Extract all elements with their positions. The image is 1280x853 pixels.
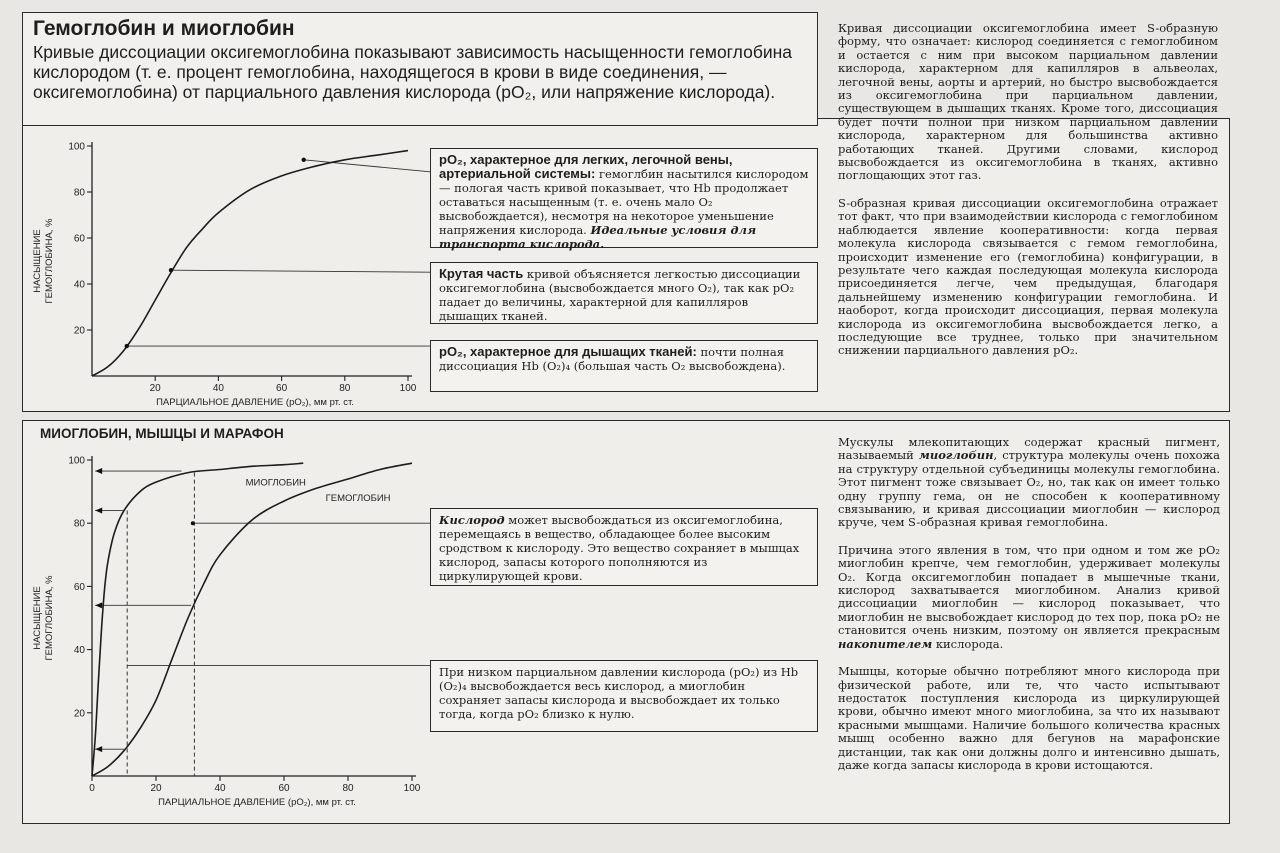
x-tick-label: 20 xyxy=(149,383,161,394)
callout-low-pressure xyxy=(430,660,818,732)
y-axis-label: НАСЫЩЕНИЕ xyxy=(32,586,43,650)
series-line xyxy=(92,151,408,376)
guide-line xyxy=(171,270,430,272)
x-tick-label: 80 xyxy=(342,783,354,794)
y-axis-label: ГЕМОГЛОБИНА, % xyxy=(44,575,55,661)
data-point xyxy=(169,268,173,272)
title-box xyxy=(22,12,818,126)
term-myoglobin: миоглобин xyxy=(918,448,994,463)
data-point xyxy=(302,158,306,162)
x-tick-label: 60 xyxy=(278,783,290,794)
callout-steep-body: кривой объясняется легкостью диссоциации оксигемоглобина (высвобождается много O₂), так как pO₂ падает до величины, характерной для капилляров дышащих тканей. xyxy=(439,267,801,323)
y-tick-label: 60 xyxy=(73,581,85,593)
x-tick-label: 80 xyxy=(339,383,351,394)
callout-tissues xyxy=(430,340,818,392)
callout-lungs-body: гемоглбин насытился кислородом — пологая часть кривой показывает, что Hb продолжает оставаться насыщенным (т. е. очень мало O₂ высвобождается), несмотря на некоторое уменьшение напряжения кислорода. xyxy=(439,167,809,237)
x-tick-label: 40 xyxy=(212,383,224,394)
data-point xyxy=(125,344,129,348)
oxyhemoglobin-chart xyxy=(22,126,432,410)
y-tick-label: 80 xyxy=(73,187,85,199)
y-tick-label: 60 xyxy=(73,233,85,245)
x-tick-label: 0 xyxy=(89,783,95,794)
y-tick-label: 20 xyxy=(73,325,85,337)
series-line xyxy=(92,463,412,776)
callout-steep-heading: Крутая часть xyxy=(439,266,524,281)
data-point xyxy=(191,521,195,525)
side-text-top xyxy=(838,22,1218,372)
series-line xyxy=(92,463,303,776)
side-paragraph: Кривая диссоциации оксигемоглобина имеет S-образную форму, что означает: кислород соединяется с гемоглобином и остается с ним при высоком парциальном давлении кислорода, характерном для капилляров в альвеолах, легочной вены, аорты и артерий, но быстро высвобождается из оксигемоглобина при парциальном давлении, существующем в дышащих тканях. Кроме того, диссоциация будет почти полной при низком парциальном давлении кислорода, характерном для большинства активно работающих тканей. Другими словами, кислород высвобождается из оксигемоглобина в тканях, активно поглощающих этот газ. xyxy=(838,21,1218,183)
x-tick-label: 100 xyxy=(403,783,421,794)
x-tick-label: 20 xyxy=(150,783,162,794)
x-tick-label: 40 xyxy=(214,783,226,794)
side-paragraph: Мышцы, которые обычно потребляют много кислорода при физической работе, или те, что часто испытывают недостаток поступления кислорода из циркулирующей крови, обычно имеют много миоглобина, за что их называют красными мышцами. Наличие большого количества красных мышц особенно важно для бегунов на марафонские дистанции, так как они должны долго и интенсивно дышать, даже когда запасы кислорода в крови истощаются. xyxy=(838,664,1220,772)
arrowhead xyxy=(95,602,102,608)
callout-lungs-tail: Идеальные условия для транспорта кислорода. xyxy=(439,223,757,251)
callout-steep-part xyxy=(430,262,818,324)
x-tick-label: 60 xyxy=(276,383,288,394)
page-title: Гемоглобин и миоглобин xyxy=(33,17,295,40)
y-axis-label: НАСЫЩЕНИЕ xyxy=(32,229,43,293)
callout-low-pressure-body: При низком парциальном давлении кислорода (pO₂) из Hb (O₂)₄ высвобождается весь кислород, а миоглобин сохраняет запасы кислорода и высвобождает их только тогда, когда pO₂ близко к нулю. xyxy=(439,665,799,721)
section-title: МИОГЛОБИН, МЫШЦЫ И МАРАФОН xyxy=(40,426,284,441)
callout-oxygen-transfer xyxy=(430,508,818,586)
callout-oxygen-body: может высвобождаться из оксигемоглобина, перемещаясь в вещество, обладающее более высоким сродством к кислороду. Это вещество сохраняет в мышцах кислород, запасы которого пополняются из циркулирующей крови. xyxy=(439,513,800,583)
callout-tissues-body: почти полная диссоциация Hb (O₂)₄ (большая часть O₂ высвобождена). xyxy=(439,345,786,373)
intro-text: Кривые диссоциации оксигемоглобина показывают зависимость насыщенности гемоглобина кислородом (т. е. процент гемоглобина, находящегося в крови в виде соединения, — оксигемоглобина) от парциального давления кислорода (pO₂, или напряжение кислорода). xyxy=(33,42,793,102)
callout-tissues-heading: pO₂, характерное для дышащих тканей: xyxy=(439,344,697,359)
arrowhead xyxy=(95,746,102,752)
side-paragraph: S-образная кривая диссоциации оксигемоглобина отражает тот факт, что при взаимодействии кислорода с гемоглобином наблюдается явление кооперативности: когда первая молекула кислорода связывается с гемом гемоглобина, происходит изменение его (гемоглобина) конфигурации, в результате чего каждая последующая молекула кислорода присоединяется легче, чем предыдущая, благодаря дальнейшему изменению конфигурации гемоглобина. И наоборот, когда происходит диссоциация, первая молекула кислорода из оксигемоглобина высвобождается легко, а последующие все труднее, только при значительном снижении парциального давления pO₂. xyxy=(838,195,1218,358)
series-label-hemoglobin: ГЕМОГЛОБИН xyxy=(325,493,391,505)
arrowhead xyxy=(95,508,102,514)
y-axis-label: ГЕМОГЛОБИНА, % xyxy=(44,218,55,304)
callout-lungs-heading: pO₂, характерное для легких, легочной вены, артериальной системы: xyxy=(439,152,733,181)
x-axis-label: ПАРЦИАЛЬНОЕ ДАВЛЕНИЕ (pO₂), мм рт. ст. xyxy=(158,797,356,808)
series-label-myoglobin: МИОГЛОБИН xyxy=(245,477,306,489)
guide-line xyxy=(304,160,430,172)
y-tick-label: 100 xyxy=(68,141,85,153)
callout-oxygen-heading: Кислород xyxy=(439,513,505,527)
myoglobin-chart xyxy=(22,446,432,820)
y-tick-label: 100 xyxy=(68,455,85,467)
x-tick-label: 100 xyxy=(399,383,417,394)
y-tick-label: 80 xyxy=(73,518,85,530)
y-tick-label: 20 xyxy=(73,708,85,720)
side-paragraph: Причина этого явления в том, что при одном и том же pO₂ миоглобин крепче, чем гемоглобин, удерживает молекулы O₂. Когда оксигемоглобин попадает в мышечные ткани, кислород захватывается миоглобином. Анализ кривой диссоциации миоглобин — кислород показывает, что миоглобин не высвобождает кислород до тех пор, пока pO₂ не становится очень низким, поэтому он является прекрасным накопителем кислорода. xyxy=(838,542,1220,651)
y-tick-label: 40 xyxy=(73,645,85,657)
callout-lungs xyxy=(430,148,818,251)
arrowhead xyxy=(95,468,102,474)
side-text-bottom xyxy=(838,436,1220,786)
y-tick-label: 40 xyxy=(73,279,85,291)
term-storage: накопителем xyxy=(838,636,933,651)
x-axis-label: ПАРЦИАЛЬНОЕ ДАВЛЕНИЕ (pO₂), мм рт. ст. xyxy=(156,397,354,408)
side-paragraph: Мускулы млекопитающих содержат красный пигмент, называемый миоглобин, структура молекулы очень похожа на структуру отдельной субъединицы молекулы гемоглобина. Этот пигмент тоже связывает O₂, но, так как он имеет только одну группу гема, он не способен к кооперативному связыванию, и кривая диссоциации миоглобин — кислород круче, чем S-образная кривая гемоглобина. xyxy=(838,435,1220,530)
